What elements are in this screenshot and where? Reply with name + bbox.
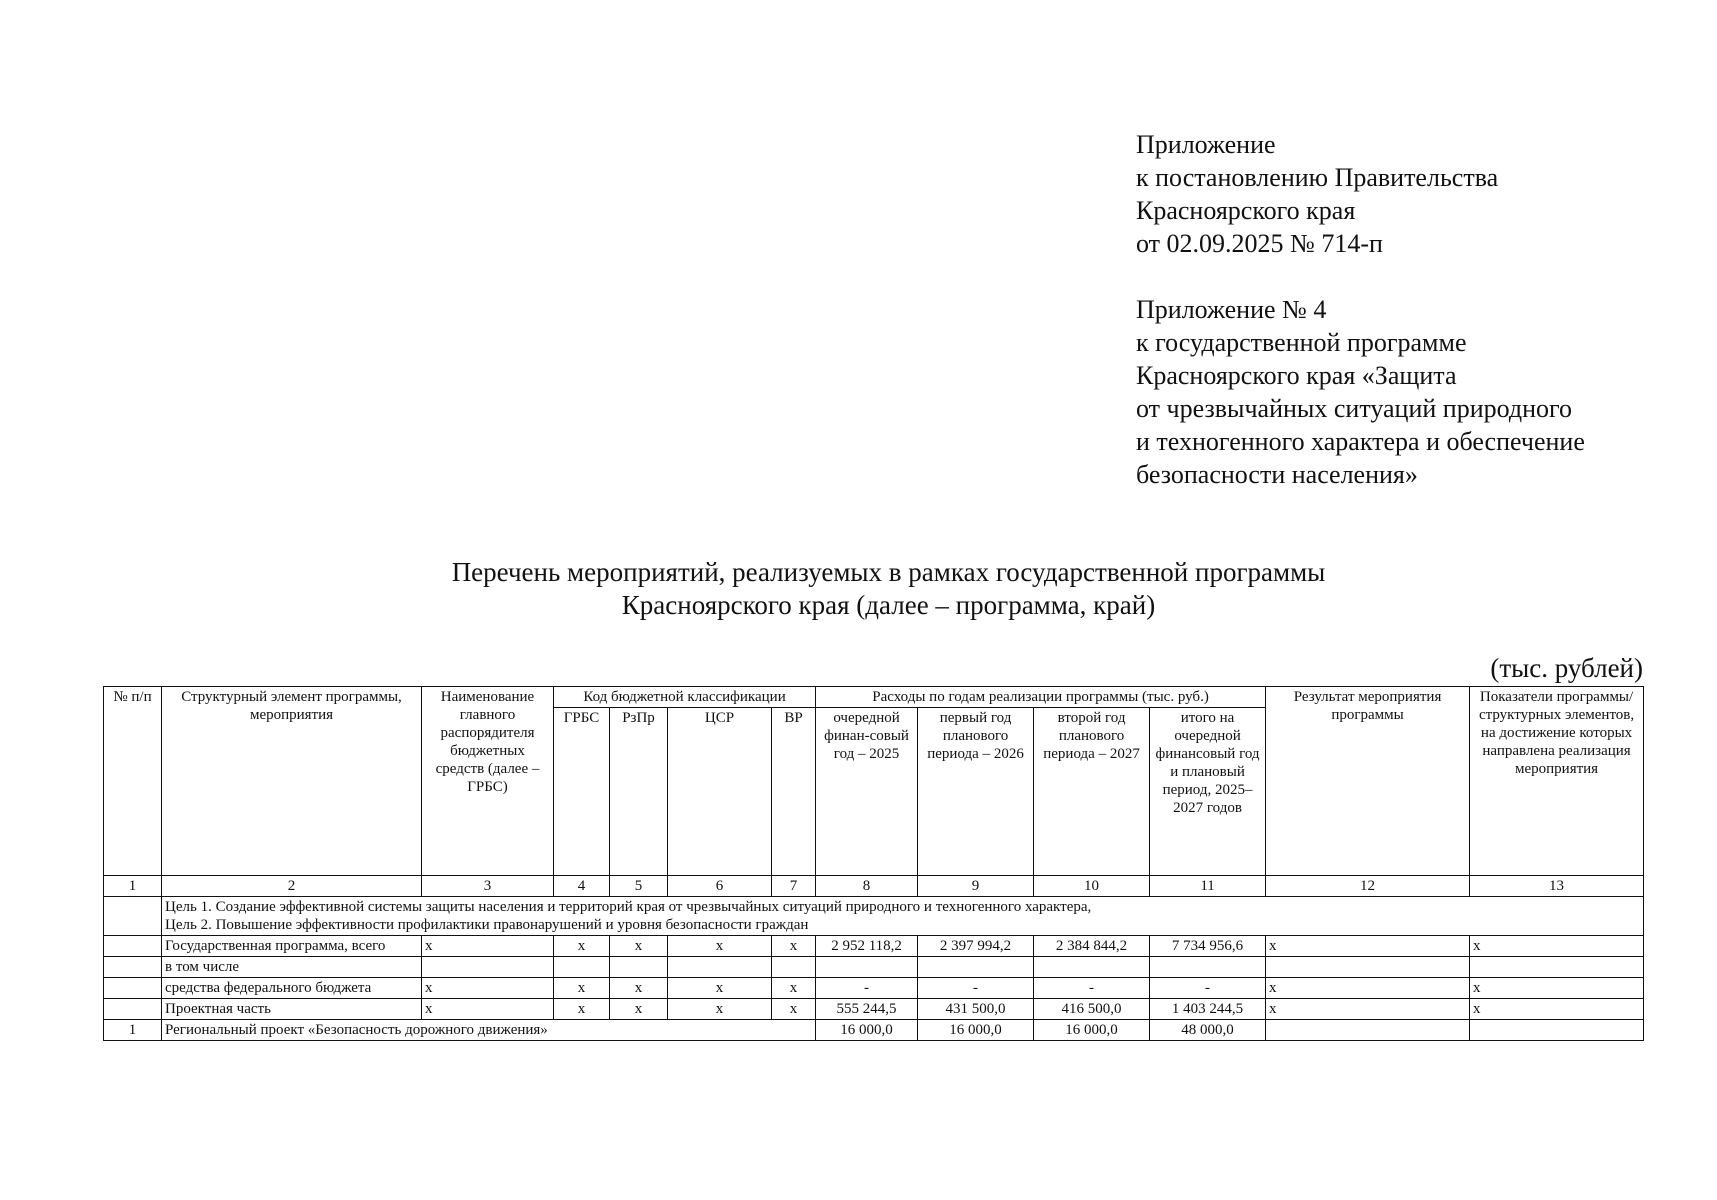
column-number: 3	[422, 876, 554, 897]
units-label: (тыс. рублей)	[1490, 653, 1643, 683]
header-grbs: ГРБС	[554, 708, 610, 876]
header-kbk: Код бюджетной классификации	[554, 687, 816, 708]
project-no: 1	[104, 1020, 162, 1041]
appendix-line: от чрезвычайных ситуаций природного	[1136, 394, 1573, 423]
column-number: 7	[772, 876, 816, 897]
column-number: 6	[668, 876, 772, 897]
header-expenses: Расходы по годам реализации программы (тыс. руб.)	[816, 687, 1266, 708]
row-grbs	[554, 957, 610, 978]
table-row	[104, 999, 1644, 1020]
title-line-2: Красноярского края (далее – программа, край)	[621, 590, 1156, 620]
row-name: средства федерального бюджета	[162, 978, 422, 999]
row-total: -	[1150, 978, 1266, 999]
column-number: 12	[1266, 876, 1470, 897]
header-y2026: первый год планового периода – 2026	[918, 708, 1034, 876]
project-row	[104, 1020, 1644, 1041]
row-csr	[668, 957, 772, 978]
row-y2025: 2 952 118,2	[816, 936, 918, 957]
row-grbs: x	[554, 999, 610, 1020]
header-no: № п/п	[104, 687, 162, 876]
row-y2026: 431 500,0	[918, 999, 1034, 1020]
project-y2025: 16 000,0	[816, 1020, 918, 1041]
row-grbs-name: x	[422, 936, 554, 957]
appendix-line: Приложение № 4	[1136, 295, 1327, 324]
header-y2027: второй год планового периода – 2027	[1034, 708, 1150, 876]
table-row	[104, 957, 1644, 978]
row-rzpr: x	[610, 978, 668, 999]
appendix-line: и техногенного характера и обеспечение	[1136, 427, 1585, 456]
project-result	[1266, 1020, 1470, 1041]
project-indicators	[1470, 1020, 1644, 1041]
row-rzpr: x	[610, 936, 668, 957]
header-total: итого на очередной финансовый год и плановый период, 2025–2027 годов	[1150, 708, 1266, 876]
row-grbs: x	[554, 936, 610, 957]
row-result: x	[1266, 999, 1470, 1020]
appendix-line: Красноярского края «Защита	[1136, 361, 1457, 390]
column-number: 8	[816, 876, 918, 897]
row-no	[104, 957, 162, 978]
row-grbs-name: x	[422, 999, 554, 1020]
goals-cell	[162, 897, 1644, 936]
row-total: 7 734 956,6	[1150, 936, 1266, 957]
row-y2025: -	[816, 978, 918, 999]
row-result	[1266, 957, 1470, 978]
row-vr: x	[772, 999, 816, 1020]
row-vr	[772, 957, 816, 978]
row-name: в том числе	[162, 957, 422, 978]
goal-2-text: Цель 2. Повышение эффективности профилактики правонарушений и уровня безопасности граждан	[165, 917, 809, 933]
header-csr: ЦСР	[668, 708, 772, 876]
row-name: Проектная часть	[162, 999, 422, 1020]
row-indicators: x	[1470, 978, 1644, 999]
table-row	[104, 978, 1644, 999]
row-rzpr: x	[610, 999, 668, 1020]
column-number: 10	[1034, 876, 1150, 897]
column-number: 4	[554, 876, 610, 897]
row-indicators	[1470, 957, 1644, 978]
column-number: 9	[918, 876, 1034, 897]
header-element: Структурный элемент программы, мероприятия	[162, 687, 422, 876]
document-title	[0, 556, 1717, 622]
row-y2025	[816, 957, 918, 978]
column-number: 5	[610, 876, 668, 897]
column-number-row	[104, 876, 1644, 897]
header-row-1	[104, 687, 1644, 708]
appendix-spacer	[1136, 260, 1585, 293]
header-indicators: Показатели программы/ структурных элементов, на достижение которых направлена реализация мероприятия	[1470, 687, 1644, 876]
title-line-1: Перечень мероприятий, реализуемых в рамках государственной программы	[451, 557, 1326, 587]
appendix-line: к постановлению Правительства	[1136, 163, 1499, 192]
header-grbs-name: Наименование главного распорядителя бюджетных средств (далее – ГРБС)	[422, 687, 554, 876]
measures-table	[103, 686, 1644, 1041]
row-grbs: x	[554, 978, 610, 999]
row-y2026	[918, 957, 1034, 978]
appendix-line: Приложение	[1136, 130, 1276, 159]
row-csr: x	[668, 999, 772, 1020]
row-result: x	[1266, 936, 1470, 957]
row-vr: x	[772, 936, 816, 957]
column-number: 1	[104, 876, 162, 897]
appendix-line: безопасности населения»	[1136, 460, 1418, 489]
column-number: 13	[1470, 876, 1644, 897]
row-y2027: 416 500,0	[1034, 999, 1150, 1020]
row-name: Государственная программа, всего	[162, 936, 422, 957]
row-vr: x	[772, 978, 816, 999]
project-total: 48 000,0	[1150, 1020, 1266, 1041]
row-total	[1150, 957, 1266, 978]
project-y2027: 16 000,0	[1034, 1020, 1150, 1041]
row-y2027: 2 384 844,2	[1034, 936, 1150, 957]
goals-no-cell	[104, 897, 162, 936]
row-y2026: -	[918, 978, 1034, 999]
appendix-header	[1136, 128, 1585, 491]
row-y2027: -	[1034, 978, 1150, 999]
project-name: Региональный проект «Безопасность дорожного движения»	[162, 1020, 816, 1041]
row-rzpr	[610, 957, 668, 978]
project-y2026: 16 000,0	[918, 1020, 1034, 1041]
header-rzpr: РзПр	[610, 708, 668, 876]
row-grbs-name: x	[422, 978, 554, 999]
row-total: 1 403 244,5	[1150, 999, 1266, 1020]
row-result: x	[1266, 978, 1470, 999]
appendix-line: к государственной программе	[1136, 328, 1467, 357]
row-no	[104, 999, 162, 1020]
column-number: 2	[162, 876, 422, 897]
row-grbs-name	[422, 957, 554, 978]
header-y2025: очередной финан-совый год – 2025	[816, 708, 918, 876]
row-y2026: 2 397 994,2	[918, 936, 1034, 957]
appendix-line: от 02.09.2025 № 714-п	[1136, 229, 1383, 258]
appendix-line: Красноярского края	[1136, 196, 1356, 225]
row-csr: x	[668, 936, 772, 957]
row-no	[104, 936, 162, 957]
header-result: Результат мероприятия программы	[1266, 687, 1470, 876]
row-indicators: x	[1470, 999, 1644, 1020]
column-number: 11	[1150, 876, 1266, 897]
row-y2025: 555 244,5	[816, 999, 918, 1020]
goals-row	[104, 897, 1644, 936]
row-csr: x	[668, 978, 772, 999]
row-indicators: x	[1470, 936, 1644, 957]
row-y2027	[1034, 957, 1150, 978]
table-row	[104, 936, 1644, 957]
goal-1-text: Цель 1. Создание эффективной системы защиты населения и территорий края от чрезвычайных ситуаций природного и техногенного характера,	[165, 899, 1092, 915]
header-vr: ВР	[772, 708, 816, 876]
row-no	[104, 978, 162, 999]
